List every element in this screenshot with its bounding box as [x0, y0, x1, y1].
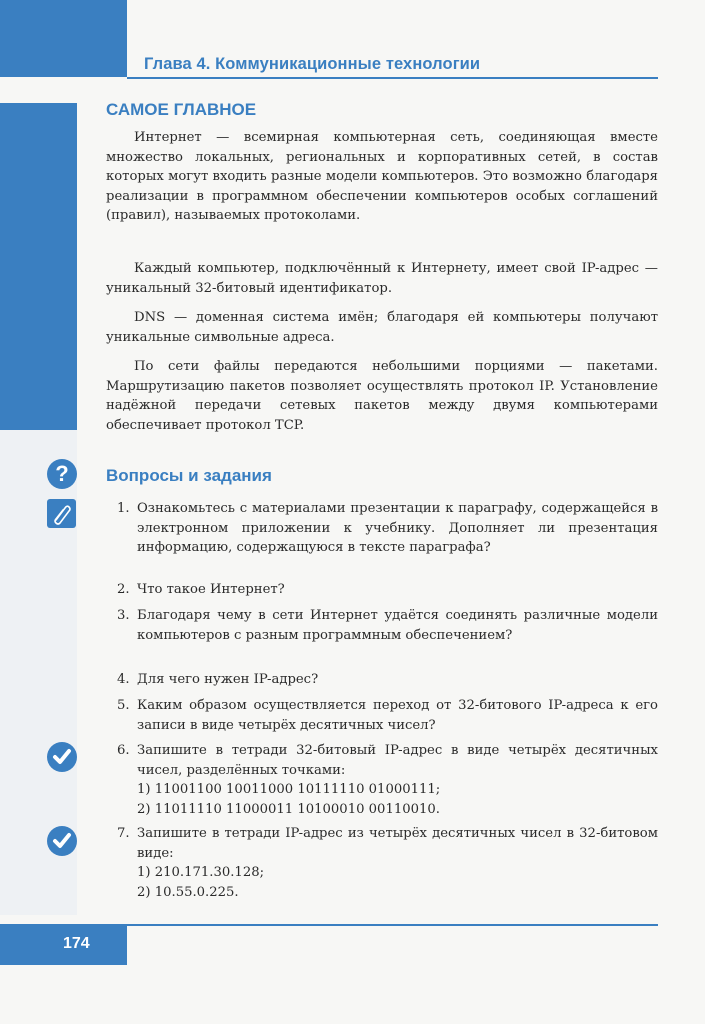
question-text: Благодаря чему в сети Интернет удаётся соединять различные модели компьютеров с разным программным обеспечением?	[137, 608, 658, 643]
question-text: Для чего нужен IP-адрес?	[137, 672, 319, 687]
question-number: 3.	[117, 608, 130, 623]
question-text: Каким образом осуществляется переход от 32-битового IP-адреса к его записи в виде четырёх десятичных чисел?	[137, 698, 658, 733]
summary-paragraph-1: Интернет — всемирная компьютерная сеть, соединяющая вместе множество локальных, региональных и корпоративных сетей, в состав которых могут входить разные модели компьютеров. Это возможно благодаря реализации в программном обеспечении компьютеров особых соглашений (правил), называемых протоколами.	[106, 130, 658, 223]
question-text: Что такое Интернет?	[137, 582, 285, 597]
check-icon	[47, 742, 77, 772]
question-item	[117, 499, 658, 558]
question-text: Запишите в тетради IP-адрес из четырёх десятичных чисел в 32-битовом виде:	[137, 826, 658, 861]
question-text: Запишите в тетради 32-битовый IP-адрес в виде четырёх десятичных чисел, разделённых точками:	[137, 743, 658, 778]
question-number: 1.	[117, 501, 130, 516]
question-text: Ознакомьтесь с материалами презентации к параграфу, содержащейся в электронном приложении к учебнику. Дополняет ли презентация информацию, содержащуюся в тексте параграфа?	[137, 501, 658, 555]
question-subitem: 1) 11001100 10011000 10111110 01000111;	[137, 782, 441, 797]
questions-title: Вопросы и задания	[106, 466, 272, 485]
page-number: 174	[63, 935, 90, 952]
paperclip-icon	[47, 499, 76, 528]
sidebar-color-block	[0, 103, 77, 430]
question-item	[117, 824, 658, 902]
question-icon: ?	[47, 459, 77, 489]
question-item	[117, 580, 658, 600]
check-icon	[47, 826, 77, 856]
question-item	[117, 741, 658, 819]
question-number: 4.	[117, 672, 130, 687]
summary-paragraph-3: DNS — доменная система имён; благодаря ей компьютеры получают уникальные символьные адреса.	[106, 310, 658, 345]
question-number: 6.	[117, 743, 130, 758]
question-subitem: 1) 210.171.30.128;	[137, 865, 265, 880]
question-item	[117, 696, 658, 735]
question-number: 2.	[117, 582, 130, 597]
question-subitem: 2) 11011110 11000011 10100010 00110010.	[137, 801, 440, 817]
summary-paragraph-4: По сети файлы передаются небольшими порциями — пакетами. Маршрутизацию пакетов позволяет осуществлять протокол IP. Установление надёжной передачи сетевых пакетов между двумя компьютерами обеспечивает протокол TCP.	[106, 359, 658, 433]
header-rule	[127, 77, 658, 79]
summary-paragraph-2: Каждый компьютер, подключённый к Интернету, имеет свой IP-адрес — уникальный 32-битовый идентификатор.	[106, 261, 658, 296]
question-number: 5.	[117, 698, 130, 713]
question-subitem: 2) 10.55.0.225.	[137, 884, 239, 900]
question-item	[117, 606, 658, 645]
chapter-title: Глава 4. Коммуникационные технологии	[144, 55, 481, 73]
summary-title: САМОЕ ГЛАВНОЕ	[106, 100, 257, 119]
question-number: 7.	[117, 826, 130, 841]
header-color-block	[0, 0, 127, 77]
question-item	[117, 670, 658, 690]
